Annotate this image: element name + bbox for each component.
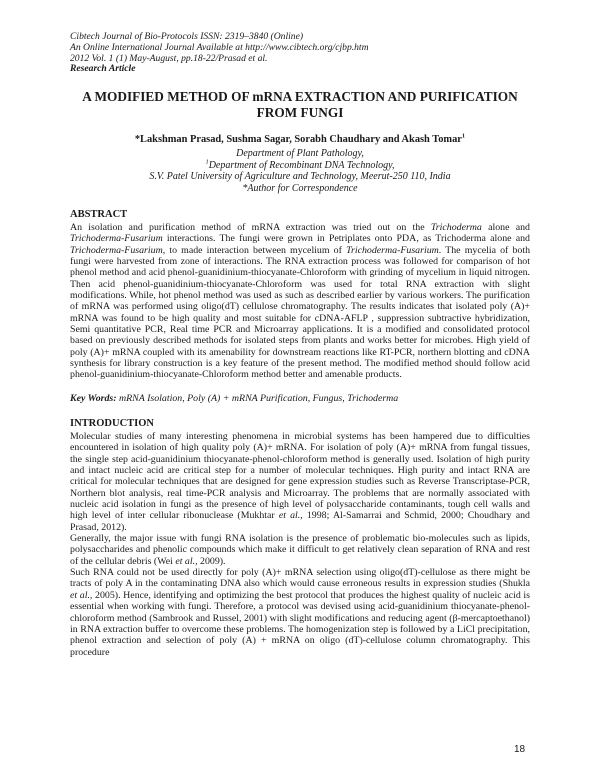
intro-p2-italic: et al.	[175, 555, 196, 567]
intro-paragraph-1	[70, 431, 530, 533]
affiliation-dept-2: Department of Recombinant DNA Technology,	[208, 159, 395, 171]
intro-p1-text-2: , 1998; Al-Samarrai and Schmid, 2000; Choudhary and Prasad, 2012).	[70, 510, 530, 533]
intro-paragraph-2	[70, 533, 530, 567]
affiliations	[70, 148, 530, 194]
affiliation-dept-2-row	[70, 160, 530, 172]
intro-p1-text-1: Molecular studies of many interesting phenomena in microbial systems has been hampered due to difficulties encountered in isolation of high quality poly (A)+ mRNA. For isolation of poly (A)+ mRNA from fungal tissues, the single step acid-guanidinium thiocyanate-phenol-chloroform method is generally used. Isolation of high purity and intact nucleic acid are critical step for a number of molecular techniques. High purity and intact RNA are critical for molecular techniques that are designed for gene expression studies such as Reverse Transcriptase-PCR, Northern blot analysis, real time-PCR analysis and Microarray. The problems that are normally associated with nucleic acid isolation in fungi as the presence of high level of polysaccharide contaminants, tough cell walls and high level of inter cellular ribonuclease (Mukhtar	[70, 431, 530, 522]
abstract-text-4: , to made interaction between mycelium of	[162, 244, 347, 256]
affiliation-dept-1: Department of Plant Pathology,	[236, 148, 364, 159]
intro-p1-italic: et al.	[278, 510, 301, 522]
intro-p3-text-2: , 2005). Hence, identifying and optimizing the best protocol that produces the highest quality of nucleic acid is essential when working with fungi. Therefore, a protocol was devised using acid-guanidinium thiocyanate-phenol-chloroform method (Sambrook and Russel, 2001) with slight modifications and reducing agent (β-mercaptoethanol) in RNA extraction buffer to overcome these problems. The homogenization step is followed by a LiCl precipitation, phenol extraction and selection of poly (A) + mRNA on oligo (dT)-cellulose column chromatography. This procedure	[70, 589, 530, 658]
abstract-text-5: . The mycelia of both fungi were harvested from zone of interactions. The RNA extraction process was followed for comparison of hot phenol method and acid phenol-guanidinium-thiocyanate-Chloroform with grinding of mycelium in liquid nitrogen. Then acid phenol-guanidinium-thiocyanate-Chloroform was used for total RNA extraction with slight modifications. While, hot phenol method was used as such as described earlier by various workers. The purification of mRNA was performed using oligo(dT) cellulose chromatography. The results indicates that isolated poly (A)+ mRNA was found to be high quality and most suitable for cDNA-AFLP , suppression subtractive hybridization, Semi quantitative PCR, Real time PCR and Microarray applications. It is a modified and consolidated protocol based on previously described methods for isolated steps from plants and works better for microbes. High yield of poly (A)+ mRNA coupled with its amenability for downstream reactions like RT-PCR, northern blotting and cDNA synthesis for library construction is a key feature of the present method. The modified method should follow acid phenol-guanidinium-thiocyanate-Chloroform method better and amenable products.	[70, 244, 531, 381]
abstract-italic-3: Trichoderma-Fusarium	[70, 244, 163, 256]
abstract-text-2: alone and	[481, 222, 530, 233]
correspondence-note: *Author for Correspondence	[242, 182, 358, 194]
affiliation-university: S.V. Patel University of Agriculture and Technology, Meerut-250 110, India	[149, 171, 451, 183]
keywords-label: Key Words:	[70, 393, 117, 404]
intro-p3-text-1: Such RNA could not be used directly for poly (A)+ mRNA selection using oligo(dT)-cellulose as there might be tracts of poly A in the contaminating DNA also which would cause erroneous results in expression studies (Shukla	[70, 567, 530, 590]
article-type: Research Article	[70, 63, 136, 75]
introduction-heading: INTRODUCTION	[70, 418, 155, 429]
journal-url-line: An Online International Journal Available at http://www.cibtech.org/cjbp.htm	[70, 41, 369, 53]
introduction-body	[70, 431, 530, 658]
intro-p3-italic: et al.	[70, 589, 90, 601]
abstract-italic-2: Trichoderma-Fusarium	[70, 233, 163, 245]
abstract-text-3: interactions. The fungi were grown in Petriplates onto PDA, as Trichoderma alone and	[162, 233, 530, 245]
intro-p2-text-2: , 2009).	[195, 555, 226, 567]
abstract-italic-1: Trichoderma	[430, 222, 482, 233]
journal-name-line: Cibtech Journal of Bio-Protocols ISSN: 2319–3840 (Online)	[70, 31, 304, 42]
author-list	[70, 134, 530, 146]
abstract-paragraph	[70, 222, 530, 381]
title-line-2: FROM FUNGI	[256, 104, 344, 120]
journal-volume-line: 2012 Vol. 1 (1) May-August, pp.18-22/Prasad et al.	[70, 52, 268, 64]
keywords-list: mRNA Isolation, Poly (A) + mRNA Purification, Fungus, Trichoderma	[116, 393, 399, 404]
page-number: 18	[514, 744, 526, 755]
journal-header	[70, 32, 540, 75]
title-line-1: A MODIFIED METHOD OF mRNA EXTRACTION AND PURIFICATION	[82, 89, 518, 104]
keywords	[70, 393, 530, 404]
intro-paragraph-3	[70, 567, 530, 658]
paper-title	[70, 89, 530, 120]
abstract-heading: ABSTRACT	[70, 209, 128, 220]
abstract-body	[70, 222, 530, 381]
affil-mark: 1	[205, 158, 209, 166]
author-names: *Lakshman Prasad, Sushma Sagar, Sorabh Chaudhary and Akash Tomar	[134, 134, 462, 145]
abstract-italic-4: Trichoderma-Fusarium	[346, 244, 439, 256]
abstract-text-1: An isolation and purification method of mRNA extraction was tried out on the	[70, 222, 431, 233]
intro-p2-text-1: Generally, the major issue with fungi RNA isolation is the presence of problematic bio-molecules such as lipids, polysaccharides and phenolic compounds which make it difficult to get relatively clean separation of RNA and rest of the cellular debris (Wei	[70, 533, 530, 567]
author-affil-mark: 1	[461, 132, 466, 140]
